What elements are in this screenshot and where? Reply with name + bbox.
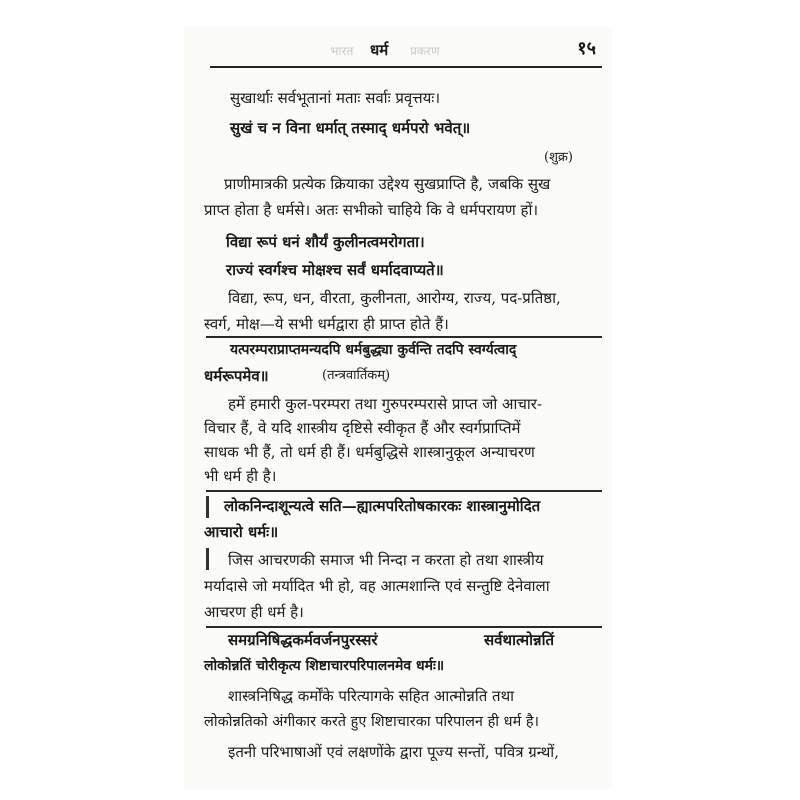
chapter-title: धर्म xyxy=(370,41,389,59)
paragraph-text: हमें हमारी कुल-परम्परा तथा गुरुपरम्परासे प्राप्त जो आचार- xyxy=(228,395,542,413)
definition-text: सर्वथात्मोन्नतिं xyxy=(484,631,555,649)
verse-text: सुखं च न विना धर्मात् तस्माद् धर्मपरो भवेत्॥ xyxy=(230,119,471,137)
header-bleed-left: भारत xyxy=(330,44,354,58)
definition-text: लोकनिन्दाशून्यत्वे सति—ह्यात्मपरितोषकारकः शास्त्रानुमोदित xyxy=(224,497,541,515)
verse-text: विद्या रूपं धनं शौर्यं कुलीनत्वमरोगता। xyxy=(226,233,425,251)
paragraph-text: स्वर्ग, मोक्ष—ये सभी धर्मद्वारा ही प्राप्त होते हैं। xyxy=(204,315,449,333)
paragraph-text: विद्या, रूप, धन, वीरता, कुलीनता, आरोग्य, राज्य, पद-प्रतिष्ठा, xyxy=(228,289,561,307)
paragraph-text: लोकोन्नतिको अंगीकार करते हुए शिष्टाचारका परिपालन ही धर्म है। xyxy=(204,714,540,730)
verse-attribution: (शुक्र) xyxy=(544,150,573,165)
header-bleed-right: प्रकरण xyxy=(410,44,440,58)
margin-bar xyxy=(206,548,209,570)
section-rule xyxy=(206,626,602,628)
section-rule xyxy=(206,490,602,492)
definition-text: धर्मरूपमेव॥ xyxy=(204,367,269,385)
definition-text: यत्परम्पराप्राप्तमन्यदपि धर्मबुद्ध्या कुर्वन्ति तदपि स्वर्ग्यत्वाद् xyxy=(230,342,517,358)
source-citation: (तन्त्रवार्तिकम्) xyxy=(322,368,391,383)
page-header xyxy=(210,36,600,66)
paragraph-text: साधक भी हैं, तो धर्म ही हैं। धर्मबुद्धिसे शास्त्रानुकूल अन्याचरण xyxy=(204,443,535,461)
paragraph-text: आचरण ही धर्म है। xyxy=(204,603,304,621)
paragraph-text: जिस आचरणकी समाज भी निन्दा न करता हो तथा शास्त्रीय xyxy=(228,551,544,569)
paragraph-text: प्राणीमात्रकी प्रत्येक क्रियाका उद्देश्य सुखप्राप्ति है, जबकि सुख xyxy=(224,175,551,193)
verse-text: राज्यं स्वर्गश्च मोक्षश्च सर्वं धर्मादवाप्यते॥ xyxy=(226,261,444,279)
margin-bar xyxy=(206,496,209,518)
definition-text: लोकोन्नतिं चोरीकृत्य शिष्टाचारपरिपालनमेव धर्मः॥ xyxy=(204,658,445,674)
paragraph-text: मर्यादासे जो मर्यादित भी हो, वह आत्मशान्ति एवं सन्तुष्टि देनेवाला xyxy=(204,577,550,595)
verse-text: सुखार्थाः सर्वभूतानां मताः सर्वाः प्रवृत्तयः। xyxy=(230,89,441,107)
definition-text: आचारो धर्मः॥ xyxy=(204,523,279,541)
paragraph-text: शास्त्रनिषिद्ध कर्मोंके परित्यागके सहित आत्मोन्नति तथा xyxy=(228,687,515,705)
page-number: १५ xyxy=(577,38,596,59)
definition-text: समग्रनिषिद्धकर्मवर्जनपुरस्सरं xyxy=(228,631,378,649)
paragraph-text: भी धर्म ही है। xyxy=(204,467,277,485)
section-rule xyxy=(206,336,602,338)
paragraph-text: इतनी परिभाषाओं एवं लक्षणोंके द्वारा पूज्य सन्तों, पवित्र ग्रन्थों, xyxy=(228,743,559,761)
paragraph-text: प्राप्त होता है धर्मसे। अतः सभीको चाहिये कि वे धर्मपरायण हों। xyxy=(204,201,539,219)
paragraph-text: विचार हैं, वे यदि शास्त्रीय दृष्टिसे स्वीकृत हैं और स्वर्गप्राप्तिमें xyxy=(204,419,521,437)
header-rule xyxy=(210,66,602,68)
